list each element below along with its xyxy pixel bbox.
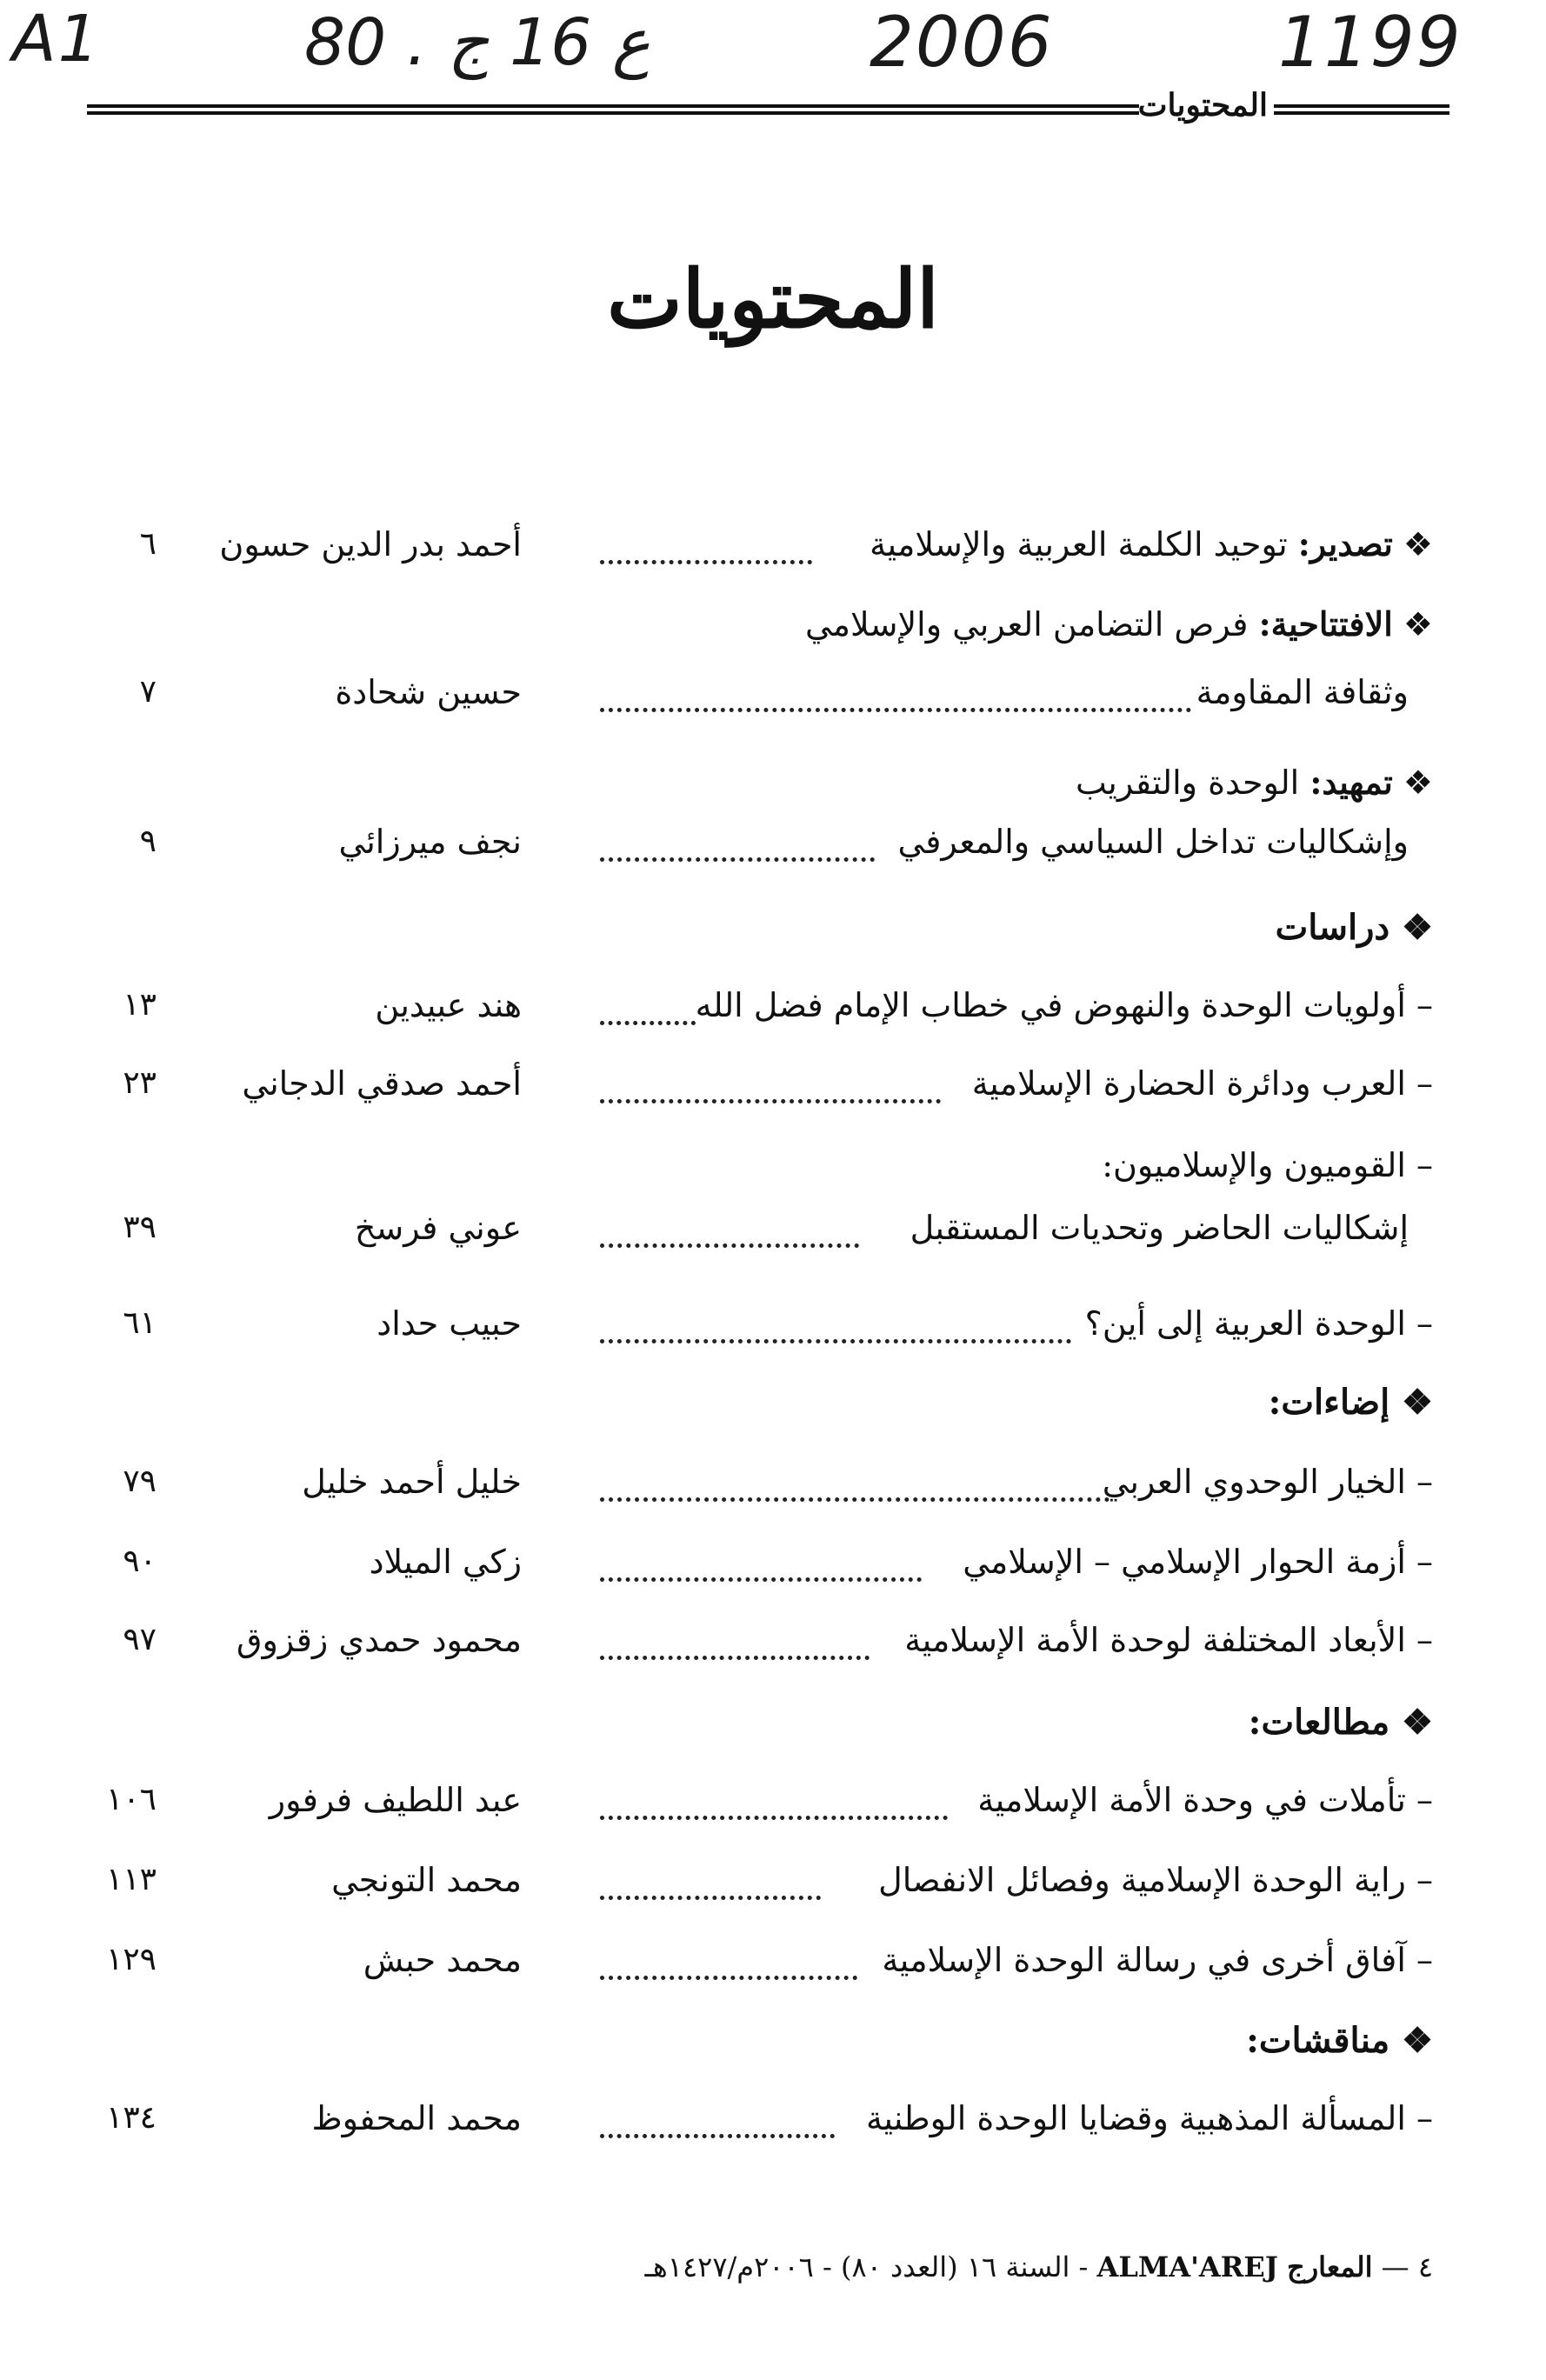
dot-leader <box>600 1497 1110 1502</box>
dash-icon: – <box>1416 1781 1433 1819</box>
bullet-icon: ❖ <box>1402 1702 1433 1743</box>
section-label: مطالعات: <box>1248 1702 1390 1743</box>
dash-icon: – <box>1416 1621 1433 1659</box>
entry-text: الوحدة والتقريب <box>1075 763 1300 802</box>
toc-entry-title <box>878 1859 1433 1901</box>
dot-leader <box>600 560 812 564</box>
footer-dash: — <box>1381 2250 1409 2283</box>
toc-page-number: ١٣ <box>123 987 157 1023</box>
entry-label: تصدير: <box>1297 524 1393 563</box>
toc-author: عبد اللطيف فرفور <box>269 1781 522 1819</box>
entry-text-line2: وإشكاليات تداخل السياسي والمعرفي <box>897 823 1409 861</box>
toc-author: محمد حبش <box>363 1941 522 1979</box>
page-title: المحتويات <box>607 252 939 346</box>
toc-page-number: ٧ <box>139 674 157 710</box>
toc-page-number: ٩ <box>139 823 157 859</box>
toc-entry-title <box>963 1541 1433 1583</box>
toc-page-number: ١٢٩ <box>105 1942 157 1977</box>
dot-leader <box>600 1896 821 1900</box>
bullet-icon: ❖ <box>1403 763 1433 802</box>
section-heading <box>1269 1381 1433 1424</box>
entry-text: العرب ودائرة الحضارة الإسلامية <box>971 1064 1406 1103</box>
section-label: دراسات <box>1275 907 1390 948</box>
toc-page-number: ٩٧ <box>123 1622 157 1657</box>
dot-leader <box>600 708 1191 712</box>
dash-icon: – <box>1416 1146 1433 1184</box>
toc-author: زكي الميلاد <box>369 1543 522 1581</box>
section-label: إضاءات: <box>1268 1382 1390 1423</box>
dash-icon: – <box>1416 1463 1433 1501</box>
toc-page-number: ٣٩ <box>123 1210 157 1245</box>
toc-page-number: ٦١ <box>123 1305 157 1341</box>
toc-entry-title <box>1102 1144 1433 1186</box>
entry-text: الوحدة العربية إلى أين؟ <box>1084 1304 1406 1343</box>
toc-author: أحمد بدر الدين حسون <box>219 525 522 563</box>
dot-leader <box>600 1099 941 1103</box>
dash-icon: – <box>1416 986 1433 1024</box>
dash-icon: – <box>1416 1304 1433 1343</box>
dash-icon: – <box>1416 2099 1433 2137</box>
toc-entry-title <box>866 2097 1433 2139</box>
dash-icon: – <box>1416 1064 1433 1103</box>
bullet-icon: ❖ <box>1403 605 1433 643</box>
section-heading <box>1246 2019 1433 2063</box>
toc-entry-title <box>870 523 1433 565</box>
toc-entry-title <box>972 1063 1433 1104</box>
entry-text: أولويات الوحدة والنهوض في خطاب الإمام فضل الله <box>695 986 1406 1024</box>
journal-name-latin: ALMA'AREJ <box>1096 2250 1278 2283</box>
entry-text: فرص التضامن العربي والإسلامي <box>804 605 1249 643</box>
toc-page-number: ٩٠ <box>123 1543 157 1579</box>
entry-label: الافتتاحية: <box>1258 604 1393 643</box>
toc-author: محمود حمدي زقزوق <box>236 1621 522 1659</box>
footer-page-number: ٤ <box>1417 2250 1433 2283</box>
journal-name-arabic: المعارج <box>1287 2250 1373 2283</box>
bullet-icon: ❖ <box>1402 907 1433 948</box>
toc-page-number: ١٠٦ <box>105 1782 157 1817</box>
toc-page-number: ١١٣ <box>105 1862 157 1897</box>
dot-leader <box>600 1656 870 1660</box>
toc-page-number: ٦ <box>139 526 157 562</box>
toc-author: خليل أحمد خليل <box>302 1463 522 1501</box>
dash-icon: – <box>1416 1543 1433 1581</box>
section-label: مناقشات: <box>1246 2020 1390 2061</box>
toc-author: حبيب حداد <box>377 1304 522 1343</box>
dot-leader <box>600 1577 922 1582</box>
toc-author: محمد التونجي <box>331 1861 522 1899</box>
bullet-icon: ❖ <box>1402 2020 1433 2061</box>
toc-author: محمد المحفوظ <box>311 2099 522 2137</box>
toc-entry-title <box>1085 1303 1433 1344</box>
section-heading <box>1249 1701 1433 1744</box>
toc-page-number: ٢٣ <box>123 1065 157 1101</box>
toc-entry-title <box>977 1779 1433 1821</box>
toc-author: نجف ميرزائي <box>338 823 522 861</box>
bullet-icon: ❖ <box>1402 1382 1433 1423</box>
dot-leader <box>600 2134 835 2138</box>
entry-label: تمهيد: <box>1309 763 1393 802</box>
toc-entry-title <box>696 984 1433 1026</box>
entry-text-line2: وثقافة المقاومة <box>1196 673 1409 711</box>
dot-leader <box>600 1976 857 1980</box>
toc-entry-title <box>882 1939 1433 1981</box>
dot-leader <box>600 1816 948 1820</box>
dot-leader <box>600 1243 859 1248</box>
toc-entry-title <box>1103 1461 1433 1503</box>
handwritten-call-number: 80 . ع 16 ج <box>304 5 650 80</box>
toc-entry-title <box>805 603 1433 645</box>
section-heading <box>1276 906 1433 950</box>
toc-author: أحمد صدقي الدجاني <box>242 1064 522 1103</box>
dash-icon: – <box>1416 1941 1433 1979</box>
entry-text: الخيار الوحدوي العربي <box>1102 1463 1406 1501</box>
handwritten-number: 1199 <box>1278 2 1463 83</box>
toc-page-number: ٧٩ <box>123 1463 157 1499</box>
dot-leader <box>600 857 875 862</box>
toc-entry-title <box>904 1619 1433 1661</box>
issue-info: - السنة ١٦ (العدد ٨٠) - ٢٠٠٦م/١٤٢٧هـ <box>644 2250 1089 2283</box>
toc-author: حسين شحادة <box>335 673 522 711</box>
entry-text-line2: إشكاليات الحاضر وتحديات المستقبل <box>910 1209 1409 1247</box>
running-head: المحتويات <box>1137 87 1268 123</box>
dot-leader <box>600 1021 696 1025</box>
entry-text: آفاق أخرى في رسالة الوحدة الإسلامية <box>882 1941 1406 1979</box>
toc-author: عوني فرسخ <box>354 1209 522 1247</box>
entry-text: الأبعاد المختلفة لوحدة الأمة الإسلامية <box>904 1621 1406 1659</box>
toc-page-number: ١٣٤ <box>105 2100 157 2136</box>
entry-text: توحيد الكلمة العربية والإسلامية <box>870 525 1288 563</box>
entry-text: أزمة الحوار الإسلامي – الإسلامي <box>963 1543 1406 1581</box>
page-footer <box>609 2250 1433 2283</box>
handwritten-year: 2006 <box>870 2 1054 83</box>
entry-text: المسألة المذهبية وقضايا الوحدة الوطنية <box>866 2099 1406 2137</box>
entry-text: راية الوحدة الإسلامية وفصائل الانفصال <box>878 1861 1406 1899</box>
handwritten-code: A1 <box>12 2 101 77</box>
entry-text: تأملات في وحدة الأمة الإسلامية <box>977 1781 1406 1819</box>
bullet-icon: ❖ <box>1403 525 1433 563</box>
dash-icon: – <box>1416 1861 1433 1899</box>
entry-text: القوميون والإسلاميون: <box>1102 1146 1406 1184</box>
dot-leader <box>600 1339 1071 1343</box>
toc-author: هند عبيدين <box>375 986 522 1024</box>
toc-entry-title <box>1076 762 1433 803</box>
